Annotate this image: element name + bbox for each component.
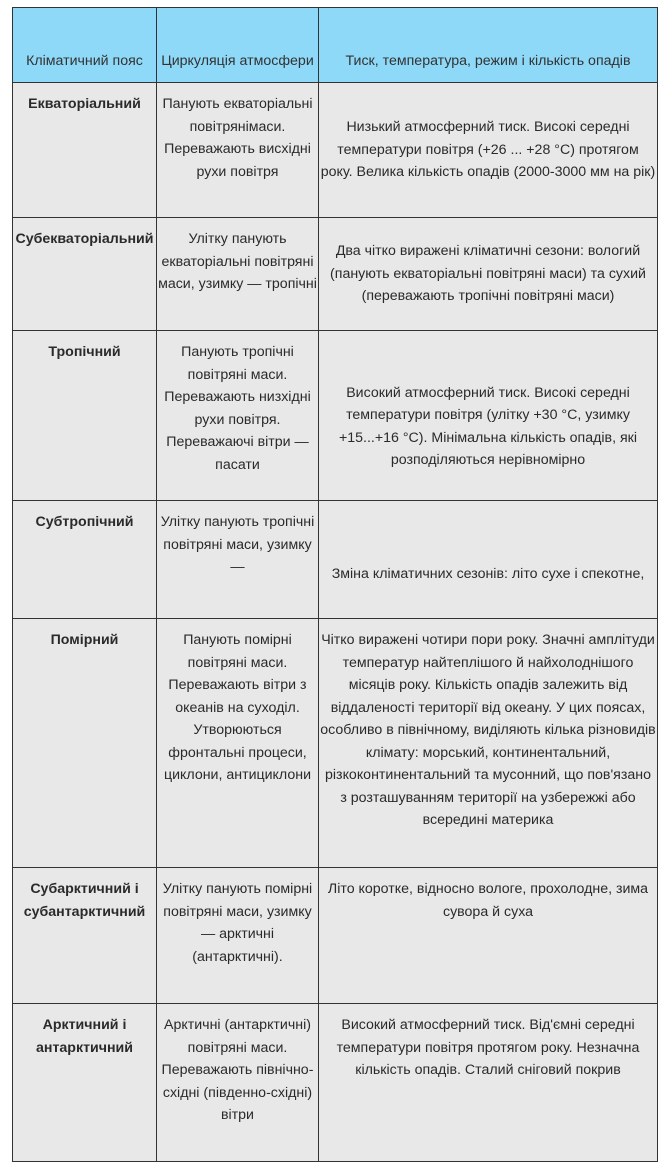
climate-belts-table bbox=[12, 7, 658, 1162]
conditions-text: Зміна кліматичних сезонів: літо сухе і спекотне, bbox=[331, 566, 645, 583]
header-row bbox=[13, 8, 658, 83]
conditions-cell: Літо коротке, відносно вологе, прохолодне, зима сувора й суха bbox=[319, 868, 658, 1004]
table-row bbox=[13, 83, 658, 218]
circulation-cell: Улітку панують помірні повітряні маси, узимку — арктичні (антарктичні). bbox=[157, 868, 319, 1004]
circulation-cell: Панують тропічні повітряні маси. Переважають низхідні рухи повітря. Переважаючі вітри — пасати bbox=[157, 331, 319, 501]
circulation-cell: Арктичні (антарктичні) повітряні маси. Переважають північно-східні (південно-східні) вітри bbox=[157, 1004, 319, 1162]
belt-cell: Арктичний і антарктичний bbox=[13, 1004, 157, 1162]
circulation-text: Улітку панують тропічні повітряні маси, узимку — bbox=[160, 514, 315, 575]
table-row bbox=[13, 619, 658, 868]
conditions-cell bbox=[319, 501, 658, 619]
belt-cell: Помірний bbox=[13, 619, 157, 868]
belt-cell bbox=[13, 501, 157, 619]
header-conditions: Тиск, температура, режим і кількість опадів bbox=[319, 8, 658, 83]
belt-cell: Субекваторіальний bbox=[13, 218, 157, 331]
table-row bbox=[13, 1004, 658, 1162]
table-row bbox=[13, 218, 658, 331]
belt-cell: Екваторіальний bbox=[13, 83, 157, 218]
circulation-cell bbox=[157, 501, 319, 619]
belt-cell: Субарктичний і субантарктичний bbox=[13, 868, 157, 1004]
conditions-cell: Низький атмосферний тиск. Високі середні температури повітря (+26 ... +28 °С) протягом року. Велика кількість опадів (2000-3000 мм на рік) bbox=[319, 83, 658, 218]
header-belt: Кліматичний пояс bbox=[13, 8, 157, 83]
conditions-cell: Високий атмосферний тиск. Високі середні температури повітря (улітку +30 °С, узимку +15...+16 °С). Мінімальна кількість опадів, які розподіляються нерівномірно bbox=[319, 331, 658, 501]
table-row bbox=[13, 868, 658, 1004]
conditions-cell: Два чітко виражені кліматичні сезони: вологий (панують екваторіальні повітряні маси) та сухий (переважають тропічні повітряні маси) bbox=[319, 218, 658, 331]
table-row bbox=[13, 331, 658, 501]
conditions-cell: Чітко виражені чотири пори року. Значні амплітуди температур найтеплішого й найхолоднішого місяців року. Кількість опадів залежить від віддаленості території від океану. У цих поясах, особливо в північному, виділяють кілька різновидів клімату: морський, континентальний, різкоконтинентальний та мусонний, що пов'язано з розташуванням території на узбережжі або всередині материка bbox=[319, 619, 658, 868]
circulation-cell: Улітку панують екваторіальні повітряні маси, узимку — тропічні bbox=[157, 218, 319, 331]
circulation-cell: Панують помірні повітряні маси. Переважають вітри з океанів на суходіл. Утворюються фронтальні процеси, циклони, антициклони bbox=[157, 619, 319, 868]
belt-cell: Тропічний bbox=[13, 331, 157, 501]
conditions-cell: Високий атмосферний тиск. Від'ємні середні температури повітря протягом року. Незначна кількість опадів. Сталий сніговий покрив bbox=[319, 1004, 658, 1162]
table-row bbox=[13, 501, 658, 619]
header-circulation: Циркуляція атмосфери bbox=[157, 8, 319, 83]
belt-text: Субтропічний bbox=[35, 514, 134, 530]
circulation-cell: Панують екваторіальні повітрянімаси. Переважають висхідні рухи повітря bbox=[157, 83, 319, 218]
